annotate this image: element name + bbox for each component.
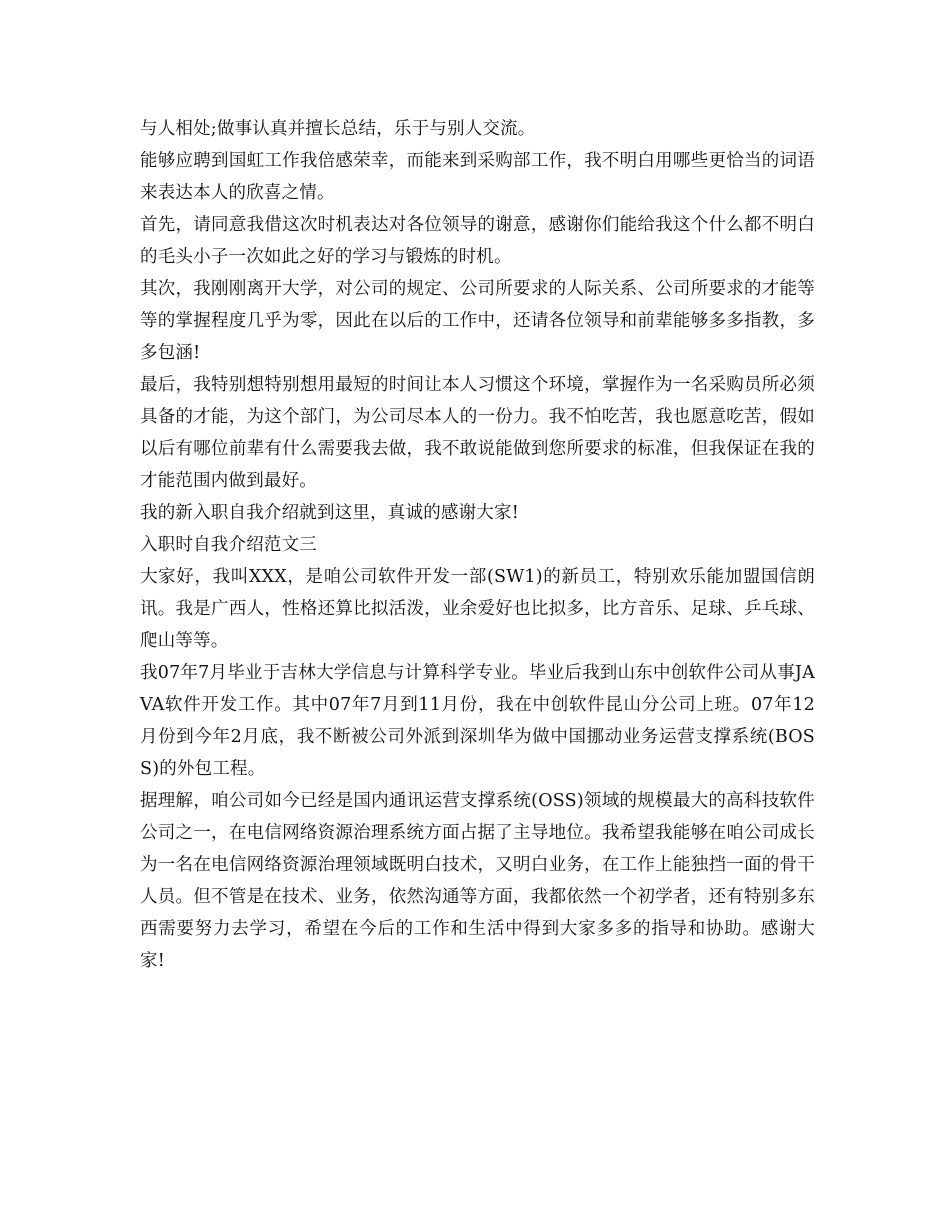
- paragraph-finally: 最后，我特别想特别想用最短的时间让本人习惯这个环境，掌握作为一名采购员所必须具备的才能，为这个部门，为公司尽本人的一份力。我不怕吃苦，我也愿意吃苦，假如以后有哪位前辈有什么需要我去做，我不敢说能做到您所要求的标准，但我保证在我的才能范围内做到最好。: [140, 375, 815, 491]
- document-body: [140, 113, 815, 977]
- paragraph-first-thanks: 首先，请同意我借这次时机表达对各位领导的谢意，感谢你们能给我这个什么都不明白的毛头小子一次如此之好的学习与锻炼的时机。: [140, 215, 815, 267]
- paragraph-company-goals: 据理解，咱公司如今已经是国内通讯运营支撑系统(OSS)领域的规模最大的高科技软件公司之一，在电信网络资源治理系统方面占据了主导地位。我希望我能够在咱公司成长为一名在电信网络资源治理领域既明白技术，又明白业务，在工作上能独挡一面的骨干人员。但不管是在技术、业务，依然沟通等方面，我都依然一个初学者，还有特别多东西需要努力去学习，希望在今后的工作和生活中得到大家多多的指导和协助。感谢大家!: [140, 791, 815, 971]
- paragraph-greeting: 大家好，我叫XXX，是咱公司软件开发一部(SW1)的新员工，特别欢乐能加盟国信朗讯。我是广西人，性格还算比拟活泼，业余爱好也比拟多，比方音乐、足球、乒乓球、爬山等等。: [140, 567, 815, 651]
- paragraph-second-request: 其次，我刚刚离开大学，对公司的规定、公司所要求的人际关系、公司所要求的才能等等的掌握程度几乎为零，因此在以后的工作中，还请各位领导和前辈能够多多指教，多多包涵!: [140, 279, 815, 363]
- paragraph-honor: 能够应聘到国虹工作我倍感荣幸，而能来到采购部工作，我不明白用哪些更恰当的词语来表达本人的欣喜之情。: [140, 151, 815, 203]
- paragraph-closing: 我的新入职自我介绍就到这里，真诚的感谢大家!: [140, 503, 519, 523]
- paragraph-work-history: 我07年7月毕业于吉林大学信息与计算科学专业。毕业后我到山东中创软件公司从事JAVA软件开发工作。其中07年7月到11月份，我在中创软件昆山分公司上班。07年12月份到今年2月底，我不断被公司外派到深圳华为做中国挪动业务运营支撑系统(BOSS)的外包工程。: [140, 663, 815, 779]
- section-heading-sample-three: 入职时自我介绍范文三: [140, 535, 317, 555]
- paragraph-intro-continuation: 与人相处;做事认真并擅长总结，乐于与别人交流。: [140, 119, 536, 139]
